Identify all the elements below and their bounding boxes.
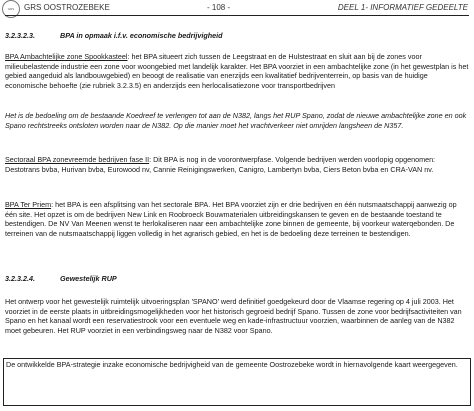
summary-text: De ontwikkelde BPA-strategie inzake economische bedrijvigheid van de gemeente Oostrozebeke wordt in hiernavolgende kaart weergegeven. [6, 360, 458, 369]
logo-text: GRS [7, 7, 15, 11]
paragraph-koedreef [5, 111, 469, 130]
paragraph-text: : het BPA situeert zich tussen de Leegstraat en de Hulstestraat en sluit aan bij de zones voor milieubelastende industrie een zone voor woongebied met landelijk karakter. Het BPA voorziet in een ambachtelijke zone (in het gewestplan is het gebied aangeduid als landbouwgebied) en beoogt de realisatie van enerzijds een kwalitatief bedrijventerrein, op basis van de huidige economische behoefte (zie rubriek 3.2.3.5) en anderzijds een herlocalisatiezone voor transportbedrijven [5, 52, 469, 90]
section-heading-bpa [5, 31, 223, 40]
section-heading-rup [5, 274, 117, 283]
paragraph-rup-spano [5, 297, 469, 335]
header-page-number: - 108 - [207, 3, 231, 12]
paragraph-ter-priem [5, 200, 469, 238]
section-title: BPA in opmaak i.f.v. economische bedrijvigheid [60, 31, 223, 40]
section-number: 3.2.3.2.4. [5, 274, 35, 283]
paragraph-text: : het BPA is een afsplitsing van het sectorale BPA. Het BPA voorziet zijn er drie bedrijven en één nutsmaatschappij aanwezig op één site. Het opzet is om de bedrijven New Link en Roobroeck Bouwmaterialen uitbreidingskansen te geven en de bestaande toestand te bestendigen. De NV Van Meenen wenst te herlokaliseren naar een ambachtelijke zone binnen de gemeente, bij voorkeur waterqebonden. De terreinen van de nutsmaatschappij liggen volledig in het agrarisch gebied, en het is de bedoeling deze terreinen te bestendigen. [5, 200, 457, 238]
paragraph-text: Het ontwerp voor het gewestelijk ruimtelijk uitvoeringsplan 'SPANO' werd definitief goedgekeurd door de Vlaamse regering op 4 juli 2003. Het voorziet in de eerste plaats in uitbreidingsmogelijkheden voor het historisch gegroeid bedrijf Spano. Tussen de zone voor bedrijfsactiviteiten van Spano en het kanaal wordt een reservatiestrook voor een eventuele weg en kade-infrastructuur voorzien, waarbinnen de aanleg van de N382 moet gebeuren. Het RUP voorziet in een verbindingsweg naar de N382 voor Spano. [5, 297, 462, 335]
paragraph-text: Het is de bedoeling om de bestaande Koedreef te verlengen tot aan de N382, langs het RUP Spano, zodat de nieuwe ambachtelijke zone en ook Spano rechtstreeks ontsloten worden naar de N382. Op die manier moet het vrachtverkeer niet omrijden langsheen de N357. [5, 111, 467, 130]
summary-box [3, 358, 471, 406]
paragraph-lead: BPA Ambachtelijke zone Spookkasteel [5, 52, 128, 61]
paragraph-lead: BPA Ter Priem [5, 200, 52, 209]
paragraph-sectoraal-bpa [5, 155, 469, 174]
paragraph-lead: Sectoraal BPA zonevreemde bedrijven fase II [5, 155, 150, 164]
paragraph-spookkasteel [5, 52, 469, 90]
header-section: DEEL 1- INFORMATIEF GEDEELTE [337, 3, 468, 12]
paragraph-text: : Dit BPA is nog in de voorontwerpfase. Volgende bedrijven werden voorlopig opgenomen: Destotrans bvba, Hurivan bvba, Eurowood nv, Cannie Reinigingswerken, Canigro, Lambertyn bvba, Ciers Beton bvba en CRA-VAN nv. [5, 155, 436, 174]
section-number: 3.2.3.2.3. [5, 31, 35, 40]
header-title: GRS OOSTROZEBEKE [24, 3, 110, 12]
header-divider [5, 15, 469, 16]
section-title: Gewestelijk RUP [60, 274, 117, 283]
